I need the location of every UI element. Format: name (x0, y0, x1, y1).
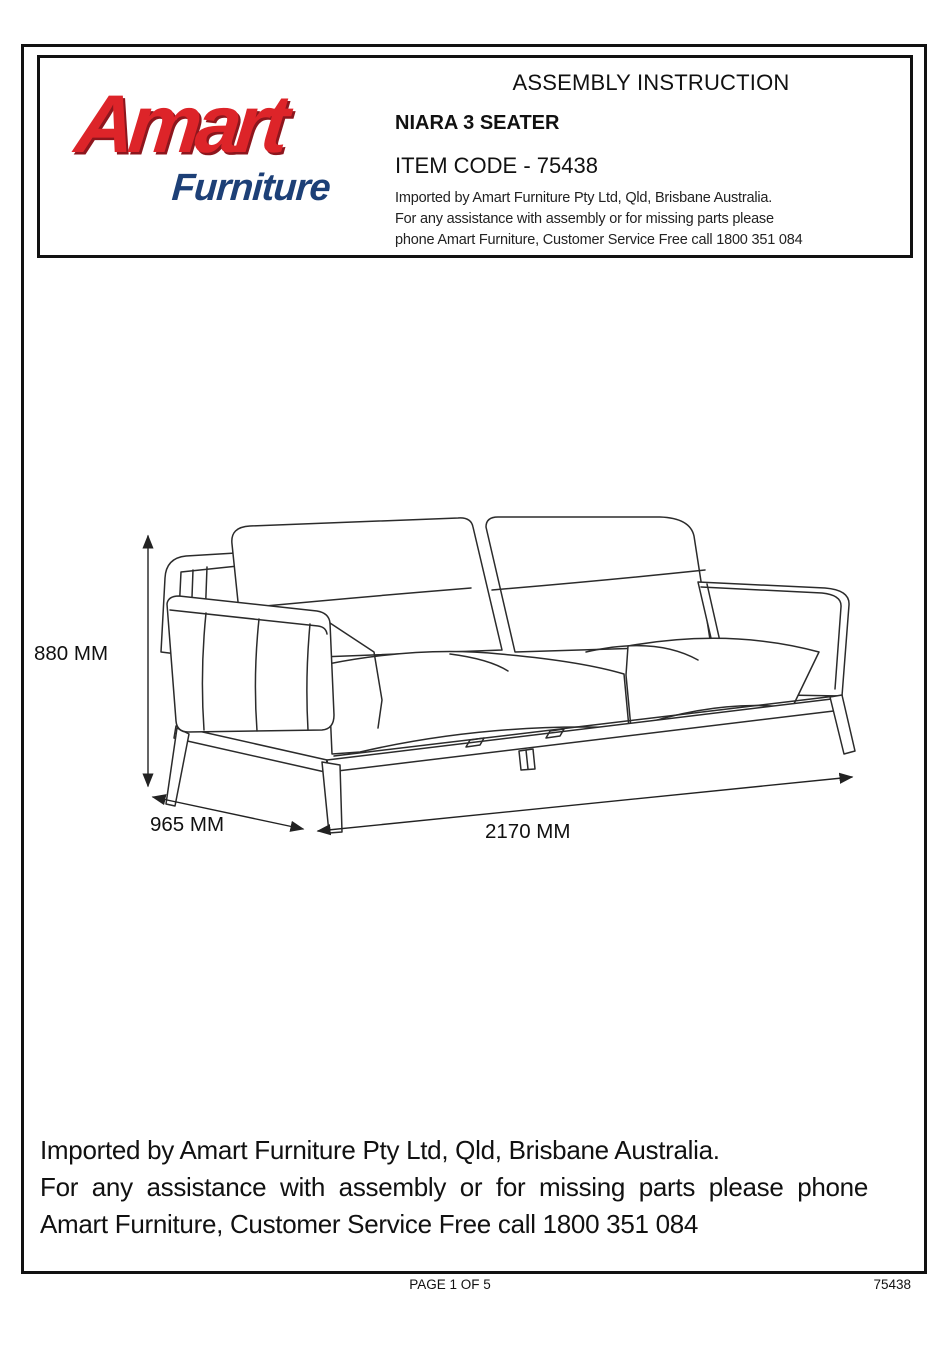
logo-brand-text: Amart (71, 79, 288, 170)
item-code: ITEM CODE - 75438 (395, 153, 598, 178)
import-note (40, 1132, 868, 1243)
assembly-instruction-title: ASSEMBLY INSTRUCTION (512, 70, 790, 95)
depth-dimension-label: 965 MM (150, 813, 225, 836)
header-info-lines (395, 188, 907, 251)
header-info-line: phone Amart Furniture, Customer Service Free call 1800 351 084 (395, 232, 803, 248)
sofa-dimension-diagram (30, 500, 920, 870)
width-dimension-label: 2170 MM (485, 820, 571, 843)
product-name: NIARA 3 SEATER (395, 112, 560, 134)
header-info-line: Imported by Amart Furniture Pty Ltd, Qld, Brisbane Australia. (395, 190, 773, 206)
footer-doc-code: 75438 (873, 1277, 911, 1292)
footer-page-label: PAGE 1 OF 5 (409, 1277, 491, 1292)
import-note-line: For any assistance with assembly or for missing parts please phone (40, 1172, 868, 1202)
header-box (37, 55, 913, 258)
import-note-line: Amart Furniture, Customer Service Free call 1800 351 084 (40, 1209, 699, 1239)
header-info-line: For any assistance with assembly or for missing parts please (395, 211, 774, 227)
import-note-line: Imported by Amart Furniture Pty Ltd, Qld, Brisbane Australia. (40, 1135, 720, 1165)
header-text-column (395, 70, 907, 251)
logo-sub-text: Furniture (170, 167, 332, 209)
width-dimension-arrow (318, 777, 852, 831)
amart-furniture-logo (71, 79, 386, 244)
height-dimension-label: 880 MM (34, 642, 109, 665)
